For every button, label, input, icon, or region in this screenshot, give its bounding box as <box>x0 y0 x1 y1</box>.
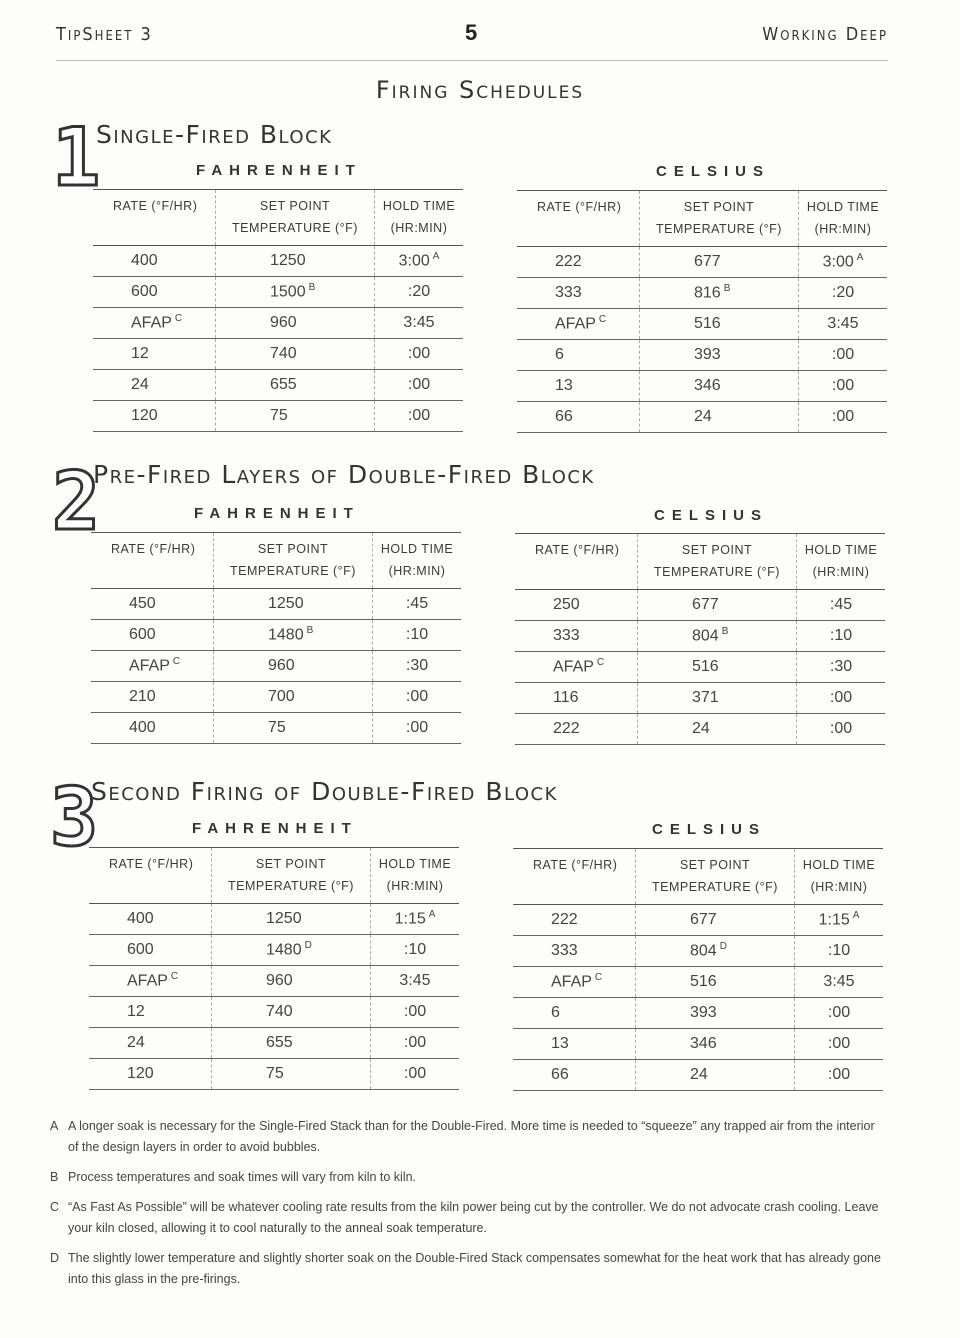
hold-time-cell: :00 <box>373 713 462 744</box>
set-point-column-header <box>212 848 371 904</box>
hold-time-cell: :30 <box>373 651 462 682</box>
header-line: TEMPERATURE (°F) <box>230 564 356 578</box>
header-line: HOLD TIME <box>380 542 454 556</box>
header-line: SET POINT <box>259 199 331 213</box>
hold-time-cell: 3:45 <box>371 966 460 997</box>
hold-time-cell: :00 <box>375 339 464 370</box>
set-point-column-header <box>214 533 373 589</box>
hold-time-cell: :00 <box>797 683 886 714</box>
footnote-ref: D <box>304 940 312 952</box>
table-row <box>515 714 885 745</box>
hold-time-cell: :45 <box>797 590 886 621</box>
set-point-cell: 393 <box>640 340 799 371</box>
rate-column-header: RATE (°F/HR) <box>91 533 214 589</box>
header-line: (HR:MIN) <box>386 879 444 893</box>
header-line: TEMPERATURE (°F) <box>232 221 358 235</box>
set-point-cell: 346 <box>640 371 799 402</box>
rate-cell: 66 <box>517 402 640 433</box>
set-point-cell: 960 <box>214 651 373 682</box>
set-point-cell: 677 <box>640 247 799 278</box>
rate-cell: 600 <box>89 935 212 966</box>
rate-cell: 600 <box>93 277 216 308</box>
rate-cell: 12 <box>93 339 216 370</box>
set-point-column-header <box>216 190 375 246</box>
rate-cell: AFAP $^C$ <box>89 966 212 997</box>
table-row <box>89 966 459 997</box>
section-title: Single-Fired Block <box>96 120 333 149</box>
rate-cell: 333 <box>515 621 638 652</box>
rate-cell: 333 <box>517 278 640 309</box>
set-point-cell: 700 <box>214 682 373 713</box>
hold-time-column-header <box>375 190 464 246</box>
set-point-cell: 75 <box>214 713 373 744</box>
set-point-cell: 24 <box>640 402 799 433</box>
table-header <box>91 533 461 589</box>
header-line: HOLD TIME <box>804 543 878 557</box>
header-line: TEMPERATURE (°F) <box>656 222 782 236</box>
footnote-ref: B <box>308 282 316 294</box>
hold-time-cell: :00 <box>795 1029 884 1060</box>
rate-cell: 120 <box>89 1059 212 1090</box>
table-row <box>517 247 887 278</box>
hold-time-column-header <box>373 533 462 589</box>
footnote-ref: A <box>856 252 864 264</box>
table-row <box>517 371 887 402</box>
hold-time-cell: :00 <box>373 682 462 713</box>
hold-time-cell: :00 <box>795 998 884 1029</box>
set-point-cell: 1480 $^D$ <box>212 935 371 966</box>
header-line: (HR:MIN) <box>812 565 870 579</box>
table-row <box>517 309 887 340</box>
table-row <box>91 589 461 620</box>
unit-label-celsius: CELSIUS <box>654 507 769 524</box>
rate-cell: 116 <box>515 683 638 714</box>
set-point-cell: 24 <box>638 714 797 745</box>
table-row <box>91 682 461 713</box>
table-row <box>89 1059 459 1090</box>
table-body <box>515 590 885 745</box>
hold-time-cell: 1:15 $^A$ <box>795 905 884 936</box>
hold-time-cell: :30 <box>797 652 886 683</box>
header-line: SET POINT <box>257 542 329 556</box>
set-point-cell: 960 <box>216 308 375 339</box>
hold-time-cell: :00 <box>799 371 888 402</box>
rate-cell: 13 <box>517 371 640 402</box>
hold-time-cell: :00 <box>371 1059 460 1090</box>
set-point-cell: 816 $^B$ <box>640 278 799 309</box>
rate-cell: AFAP $^C$ <box>93 308 216 339</box>
footnote-text: Process temperatures and soak times will vary from kiln to kiln. <box>68 1170 417 1184</box>
footnote <box>50 1197 888 1239</box>
footnote-label: A <box>50 1119 59 1133</box>
hold-time-cell: 3:45 <box>795 967 884 998</box>
section-number: 2 <box>52 455 101 548</box>
unit-label-celsius: CELSIUS <box>652 821 767 838</box>
hold-time-column-header <box>799 191 888 247</box>
table-row <box>515 683 885 714</box>
hold-time-cell: :00 <box>799 340 888 371</box>
rate-column-header: RATE (°F/HR) <box>89 848 212 904</box>
rate-cell: AFAP $^C$ <box>515 652 638 683</box>
unit-label-fahrenheit: FAHRENHEIT <box>192 820 358 837</box>
hold-time-cell: :00 <box>375 370 464 401</box>
header-line: (HR:MIN) <box>810 880 868 894</box>
table-row <box>513 1060 883 1091</box>
set-point-cell: 655 <box>212 1028 371 1059</box>
set-point-cell: 1250 <box>212 904 371 935</box>
hold-time-cell: 3:00 $^A$ <box>375 246 464 277</box>
header-line: SET POINT <box>681 543 753 557</box>
header-line: (HR:MIN) <box>814 222 872 236</box>
schedule-table-fahrenheit <box>93 189 463 432</box>
set-point-cell: 655 <box>216 370 375 401</box>
footnote-ref: D <box>719 941 727 953</box>
set-point-cell: 371 <box>638 683 797 714</box>
set-point-cell: 346 <box>636 1029 795 1060</box>
table-header <box>513 849 883 905</box>
header-line: HOLD TIME <box>806 200 880 214</box>
footnote-ref: A <box>852 910 860 922</box>
footnote-ref: B <box>721 626 729 638</box>
header-row <box>513 849 883 905</box>
header-line: TEMPERATURE (°F) <box>228 879 354 893</box>
rate-cell: 222 <box>517 247 640 278</box>
hold-time-cell: :00 <box>797 714 886 745</box>
table-row <box>93 246 463 277</box>
table-row <box>513 967 883 998</box>
schedule-table-fahrenheit <box>91 532 461 744</box>
hold-time-cell: :00 <box>375 401 464 432</box>
rate-cell: 120 <box>93 401 216 432</box>
footnote <box>50 1116 888 1158</box>
header-row <box>91 533 461 589</box>
section-title: Pre-Fired Layers of Double-Fired Block <box>93 460 595 489</box>
rate-cell: 400 <box>93 246 216 277</box>
table-row <box>513 998 883 1029</box>
table-body <box>89 904 459 1090</box>
hold-time-cell: :10 <box>371 935 460 966</box>
header-line: SET POINT <box>683 200 755 214</box>
set-point-cell: 677 <box>638 590 797 621</box>
footnote-label: C <box>50 1200 60 1214</box>
header-line: SET POINT <box>255 857 327 871</box>
header-line: TEMPERATURE (°F) <box>654 565 780 579</box>
set-point-cell: 393 <box>636 998 795 1029</box>
set-point-cell: 960 <box>212 966 371 997</box>
table-row <box>91 620 461 651</box>
rate-column-header: RATE (°F/HR) <box>513 849 636 905</box>
section-number: 1 <box>52 111 101 204</box>
footnote-ref: C <box>594 972 603 984</box>
rate-cell: 333 <box>513 936 636 967</box>
unit-label-fahrenheit: FAHRENHEIT <box>196 162 362 179</box>
table-row <box>91 713 461 744</box>
hold-time-cell: :10 <box>795 936 884 967</box>
hold-time-cell: :00 <box>371 997 460 1028</box>
rate-cell: 24 <box>89 1028 212 1059</box>
header-row <box>89 848 459 904</box>
rate-cell: 600 <box>91 620 214 651</box>
footnote-text: The slightly lower temperature and slightly shorter soak on the Double-Fired Stack compensates somewhat for the heat work that has already gone into this glass in the pre-firings. <box>68 1251 881 1286</box>
set-point-cell: 1250 <box>216 246 375 277</box>
table-row <box>89 935 459 966</box>
set-point-column-header <box>636 849 795 905</box>
rate-cell: 6 <box>513 998 636 1029</box>
section-number: 3 <box>50 771 99 864</box>
footnote-label: D <box>50 1251 60 1265</box>
table-row <box>93 277 463 308</box>
table-row <box>515 590 885 621</box>
hold-time-cell: 1:15 $^A$ <box>371 904 460 935</box>
page-number: 5 <box>465 20 478 45</box>
header-rule <box>56 60 888 61</box>
hold-time-cell: :20 <box>375 277 464 308</box>
rate-cell: 13 <box>513 1029 636 1060</box>
hold-time-cell: :00 <box>799 402 888 433</box>
table-row <box>513 936 883 967</box>
set-point-cell: 740 <box>212 997 371 1028</box>
rate-column-header: RATE (°F/HR) <box>515 534 638 590</box>
hold-time-cell: 3:00 $^A$ <box>799 247 888 278</box>
hold-time-column-header <box>371 848 460 904</box>
header-row <box>517 191 887 247</box>
section-title: Second Firing of Double-Fired Block <box>91 777 558 806</box>
unit-label-celsius: CELSIUS <box>656 163 771 180</box>
table-row <box>515 652 885 683</box>
set-point-column-header <box>638 534 797 590</box>
hold-time-cell: :00 <box>371 1028 460 1059</box>
table-row <box>89 904 459 935</box>
hold-time-cell: :45 <box>373 589 462 620</box>
table-header <box>517 191 887 247</box>
set-point-cell: 75 <box>216 401 375 432</box>
header-row <box>93 190 463 246</box>
rate-cell: 210 <box>91 682 214 713</box>
table-row <box>93 308 463 339</box>
header-line: HOLD TIME <box>382 199 456 213</box>
table-body <box>93 246 463 432</box>
table-row <box>517 278 887 309</box>
footnote-ref: C <box>172 656 181 668</box>
set-point-column-header <box>640 191 799 247</box>
hold-time-cell: :00 <box>795 1060 884 1091</box>
rate-cell: 400 <box>89 904 212 935</box>
footnote <box>50 1248 888 1290</box>
table-row <box>513 1029 883 1060</box>
rate-cell: 222 <box>515 714 638 745</box>
table-row <box>93 370 463 401</box>
table-row <box>89 1028 459 1059</box>
footnote-ref: B <box>306 625 314 637</box>
table-row <box>517 402 887 433</box>
table-header <box>93 190 463 246</box>
schedule-table-celsius <box>513 848 883 1091</box>
rate-cell: 24 <box>93 370 216 401</box>
footnote-label: B <box>50 1170 59 1184</box>
rate-cell: 66 <box>513 1060 636 1091</box>
table-row <box>515 621 885 652</box>
footnote-ref: A <box>428 909 436 921</box>
header-line: (HR:MIN) <box>390 221 448 235</box>
table-row <box>89 997 459 1028</box>
footnotes <box>50 1116 888 1299</box>
footnote-text: A longer soak is necessary for the Single-Fired Stack than for the Double-Fired. More time is needed to “squeeze” any trapped air from the interior of the design layers in order to avoid bubbles. <box>68 1119 875 1154</box>
hold-time-column-header <box>797 534 886 590</box>
rate-cell: 222 <box>513 905 636 936</box>
rate-cell: 400 <box>91 713 214 744</box>
set-point-cell: 75 <box>212 1059 371 1090</box>
footnote-ref: B <box>723 283 731 295</box>
table-body <box>91 589 461 744</box>
header-line: TEMPERATURE (°F) <box>652 880 778 894</box>
set-point-cell: 804 $^B$ <box>638 621 797 652</box>
header-line: SET POINT <box>679 858 751 872</box>
header-left: TipSheet 3 <box>56 24 153 45</box>
rate-cell: 250 <box>515 590 638 621</box>
header-line: HOLD TIME <box>378 857 452 871</box>
header-right: Working Deep <box>762 24 888 45</box>
table-body <box>513 905 883 1091</box>
footnote <box>50 1167 888 1188</box>
footnote-ref: A <box>432 251 440 263</box>
table-row <box>93 401 463 432</box>
footnote-ref: C <box>170 971 179 983</box>
rate-cell: 6 <box>517 340 640 371</box>
table-row <box>93 339 463 370</box>
rate-cell: AFAP $^C$ <box>91 651 214 682</box>
table-body <box>517 247 887 433</box>
header-line: HOLD TIME <box>802 858 876 872</box>
schedule-table-fahrenheit <box>89 847 459 1090</box>
set-point-cell: 1480 $^B$ <box>214 620 373 651</box>
footnote-ref: C <box>596 657 605 669</box>
footnote-text: “As Fast As Possible” will be whatever cooling rate results from the kiln power being cut by the controller. We do not advocate crash cooling. Leave your kiln closed, allowing it to cool naturally to the anneal soak temperature. <box>68 1200 879 1235</box>
table-row <box>513 905 883 936</box>
set-point-cell: 516 <box>636 967 795 998</box>
schedule-table-celsius <box>517 190 887 433</box>
unit-label-fahrenheit: FAHRENHEIT <box>194 505 360 522</box>
hold-time-column-header <box>795 849 884 905</box>
header-row <box>515 534 885 590</box>
set-point-cell: 24 <box>636 1060 795 1091</box>
page-title: Firing Schedules <box>375 76 585 104</box>
set-point-cell: 1500 $^B$ <box>216 277 375 308</box>
rate-cell: 12 <box>89 997 212 1028</box>
set-point-cell: 516 <box>638 652 797 683</box>
hold-time-cell: 3:45 <box>799 309 888 340</box>
rate-cell: AFAP $^C$ <box>517 309 640 340</box>
header-line: (HR:MIN) <box>388 564 446 578</box>
table-row <box>517 340 887 371</box>
rate-column-header: RATE (°F/HR) <box>517 191 640 247</box>
set-point-cell: 677 <box>636 905 795 936</box>
table-header <box>89 848 459 904</box>
rate-cell: 450 <box>91 589 214 620</box>
table-header <box>515 534 885 590</box>
footnote-ref: C <box>174 313 183 325</box>
hold-time-cell: :10 <box>797 621 886 652</box>
rate-column-header: RATE (°F/HR) <box>93 190 216 246</box>
set-point-cell: 740 <box>216 339 375 370</box>
hold-time-cell: 3:45 <box>375 308 464 339</box>
footnote-ref: C <box>598 314 607 326</box>
set-point-cell: 1250 <box>214 589 373 620</box>
table-row <box>91 651 461 682</box>
set-point-cell: 516 <box>640 309 799 340</box>
schedule-table-celsius <box>515 533 885 745</box>
rate-cell: AFAP $^C$ <box>513 967 636 998</box>
hold-time-cell: :10 <box>373 620 462 651</box>
hold-time-cell: :20 <box>799 278 888 309</box>
set-point-cell: 804 $^D$ <box>636 936 795 967</box>
